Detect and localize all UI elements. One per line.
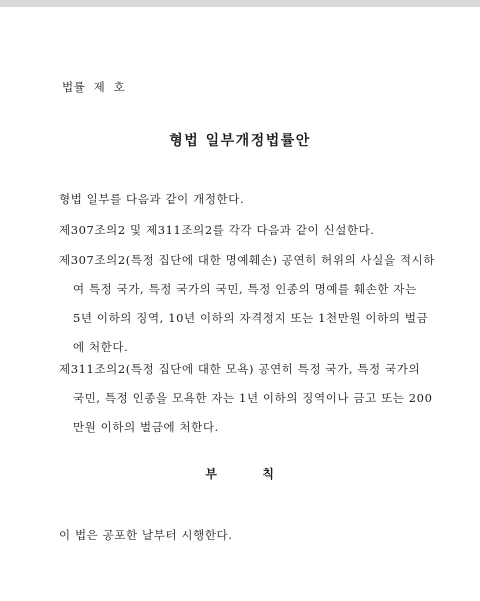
insert-paragraph: 제307조의2 및 제311조의2를 각각 다음과 같이 신설한다. bbox=[59, 223, 375, 237]
intro-paragraph: 형법 일부를 다음과 같이 개정한다. bbox=[59, 192, 245, 206]
article-311-2-line-1: 제311조의2(특정 집단에 대한 모욕) 공연히 특정 국가, 특정 국가의 bbox=[59, 362, 421, 376]
top-border bbox=[0, 0, 480, 7]
supplementary-heading: 부 칙 bbox=[205, 467, 275, 481]
article-307-2-line-3: 5년 이하의 징역, 10년 이하의 자격정지 또는 1천만원 이하의 벌금 bbox=[73, 311, 429, 325]
article-311-2-line-2: 국민, 특정 인종을 모욕한 자는 1년 이하의 징역이나 금고 또는 200 bbox=[73, 391, 433, 405]
article-311-2-line-3: 만원 이하의 벌금에 처한다. bbox=[73, 420, 219, 434]
article-307-2-line-1: 제307조의2(특정 집단에 대한 명예훼손) 공연히 허위의 사실을 적시하 bbox=[59, 253, 436, 267]
article-307-2-line-2: 여 특정 국가, 특정 국가의 국민, 특정 인종의 명예를 훼손한 자는 bbox=[73, 282, 417, 296]
supplementary-text: 이 법은 공포한 날부터 시행한다. bbox=[59, 528, 233, 542]
document-page bbox=[0, 7, 480, 601]
law-number: 법률 제 호 bbox=[62, 80, 126, 94]
page-title: 형법 일부개정법률안 bbox=[169, 133, 311, 149]
article-307-2-line-4: 에 처한다. bbox=[73, 340, 129, 354]
